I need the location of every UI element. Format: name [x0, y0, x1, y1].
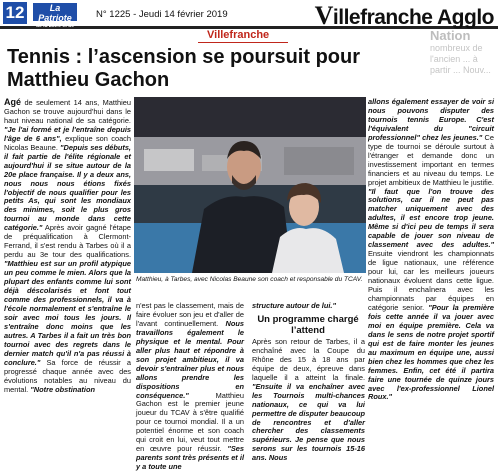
- section-rest: illefranche Agglo: [332, 6, 494, 29]
- article-kicker: Villefranche: [207, 29, 270, 41]
- col3-text-b: Après son retour de Tarbes, il a enchaîné avec la Coupe du Rhône des 15 à 18 ans par équipe de deux, épreuve dans laquelle il a atteint la finale.: [252, 336, 365, 382]
- col2-text-a: n'est pas le classement, mais de faire évoluer son jeu et d'aller de l'avant continuellement.: [136, 301, 244, 328]
- col2-text-c: Matthieu Gachon est le premier jeune joueur du TCAV à s'être qualifié pour ce tournoi mondial. Il a un potentiel énorme et son coach qui croit en lui, veut tout mettre en œuvre pour réussir.: [136, 390, 244, 454]
- column-1: [4, 98, 131, 394]
- col1-text-g: Sa force de réussir a progressé chaque année avec des évolutions notables au niveau du mental.: [4, 357, 131, 394]
- section-initial: V: [314, 1, 333, 30]
- col3-quote-c: "Ensuite il va enchaîner avec les Tournois multi-chances nationaux, ce qui va lui permettre de disputer beaucoup de rencontres et d'aller chercher des classements supérieurs. Je pense que nous serons sur les tournois 15-16 ans. Nous: [252, 381, 365, 463]
- article-title: Tennis : l’ascension se poursuit pour Matthieu Gachon: [7, 46, 361, 91]
- col2-quote-b: Nous travaillons également le physique et le mental. Pour aller plus haut et répondre à son projet ambitieux, il va devoir s'entraîner plus et nous allons prendre les dispositions en conséquence.": [136, 318, 244, 400]
- col1-quote-d: "Depuis ses débuts, il fait partie de l'élite régionale et aujourd'hui il se situe autour de la 20e place française. Il y a deux ans, nous nous nous étions fixés l'objectif de nous qualifier pour les petits As, qui sont les mondiaux des minimes, soit le plus gros tournoi au monde dans cette catégorie.": [4, 142, 131, 233]
- article-photo: [134, 97, 366, 273]
- col4-quote-a: allons également essayer de voir si nous pouvons disputer des tournois tennis Europe. C'est l'équivalent du "circuit professionnel" chez les jeunes.": [368, 97, 494, 142]
- issue-info: N° 1225 - Jeudi 14 février 2019: [96, 9, 228, 20]
- col1-quote-h: "Notre obstination: [30, 384, 95, 394]
- col4-quote-c: "Il faut que l'on trouve des solutions, car il ne peut pas matcher uniquement avec des adultes, il est encore trop jeune. Même si d'ici peu de temps il sera capable de jouer son niveau de classement avec des adultes.": [368, 186, 494, 250]
- col4-text-d: Ensuite viendront les championnats de ligue nationaux, une référence pour lui, car les meilleurs joueurs nationaux évoluent dans cette ligue. Puis il enchaînera avec les championnats par équipes en catégorie senior.: [368, 249, 494, 312]
- col4-quote-e: "Pour la première fois cette année il va jouer avec moi en équipe première. Cela va dans le sens de notre projet sportif qui est de faire monter les jeunes au maximum en équipe une, aussi bien chez les hommes que chez les femmes. Enfin, cet été il partira faire une tournée de quinze jours avec l'ex-professionnel Lionel Roux.": [368, 302, 494, 402]
- col1-quote-f: "Matthieu est sur un profil atypique un peu comme le mien. Alors que la plupart des enfants comme lui sont déjà déscolarisés et font tout comme des professionnels, il va à l'école normalement et s'entraîne le soir avec moi tous les jours. Il s'entraîne donc moins que les autres. A Tarbes il a fait un très bon tournoi avec des regrets dans le dernier match qu'il n'a pas réussi à conclure.": [4, 259, 131, 367]
- col2-quote-d: "Ses parents sont très présents et il y a toute une: [136, 444, 244, 472]
- col3-quote-a: structure autour de lui.": [252, 301, 336, 310]
- kicker-underline: [198, 42, 288, 43]
- col1-text-e: Après avoir gagné l'étape de préqualification à Clermont-Ferrand, il s'est rendu à Tarbes où il a perdu au 3e tour des qualifications.: [4, 223, 131, 260]
- col1-text-a: de seulement 14 ans, Matthieu Gachon se trouve aujourd'hui dans le haut niveau national de sa catégorie.: [4, 98, 131, 125]
- ghost-title: Nation: [430, 28, 471, 43]
- lead-word: Agé: [4, 97, 22, 107]
- col1-quote-b: "Je l'ai formé et je l'entraîne depuis l'âge de 6 ans",: [4, 124, 131, 143]
- col4-text-b: Ce type de tournoi se déroule surtout à l'étranger et demande donc un investissement important en termes financiers et au niveau du temps. Le projet ambitieux de Matthieu le justifie.: [368, 132, 494, 187]
- logo-name: La Patriote: [38, 3, 72, 23]
- photo-caption: Matthieu, à Tarbes, avec Nicolas Beaune son coach et responsable du TCAV.: [136, 276, 363, 283]
- column-2: [136, 302, 244, 472]
- column-4: [368, 98, 494, 402]
- section-title: [315, 1, 494, 31]
- article-subhead: Un programme chargé l’attend: [257, 314, 359, 336]
- photo-illustration: [134, 97, 366, 273]
- page-number: 12: [3, 2, 27, 24]
- newspaper-logo: [33, 3, 77, 36]
- logo-tagline: de la Loire et de l'Allier: [35, 23, 75, 36]
- col1-text-c: explique son coach Nicolas Beaune.: [4, 133, 131, 152]
- ghost-lines: nombreux de l'ancien ... à partir ... Nouv...: [430, 43, 491, 75]
- neighbor-article-ghost: [430, 30, 498, 76]
